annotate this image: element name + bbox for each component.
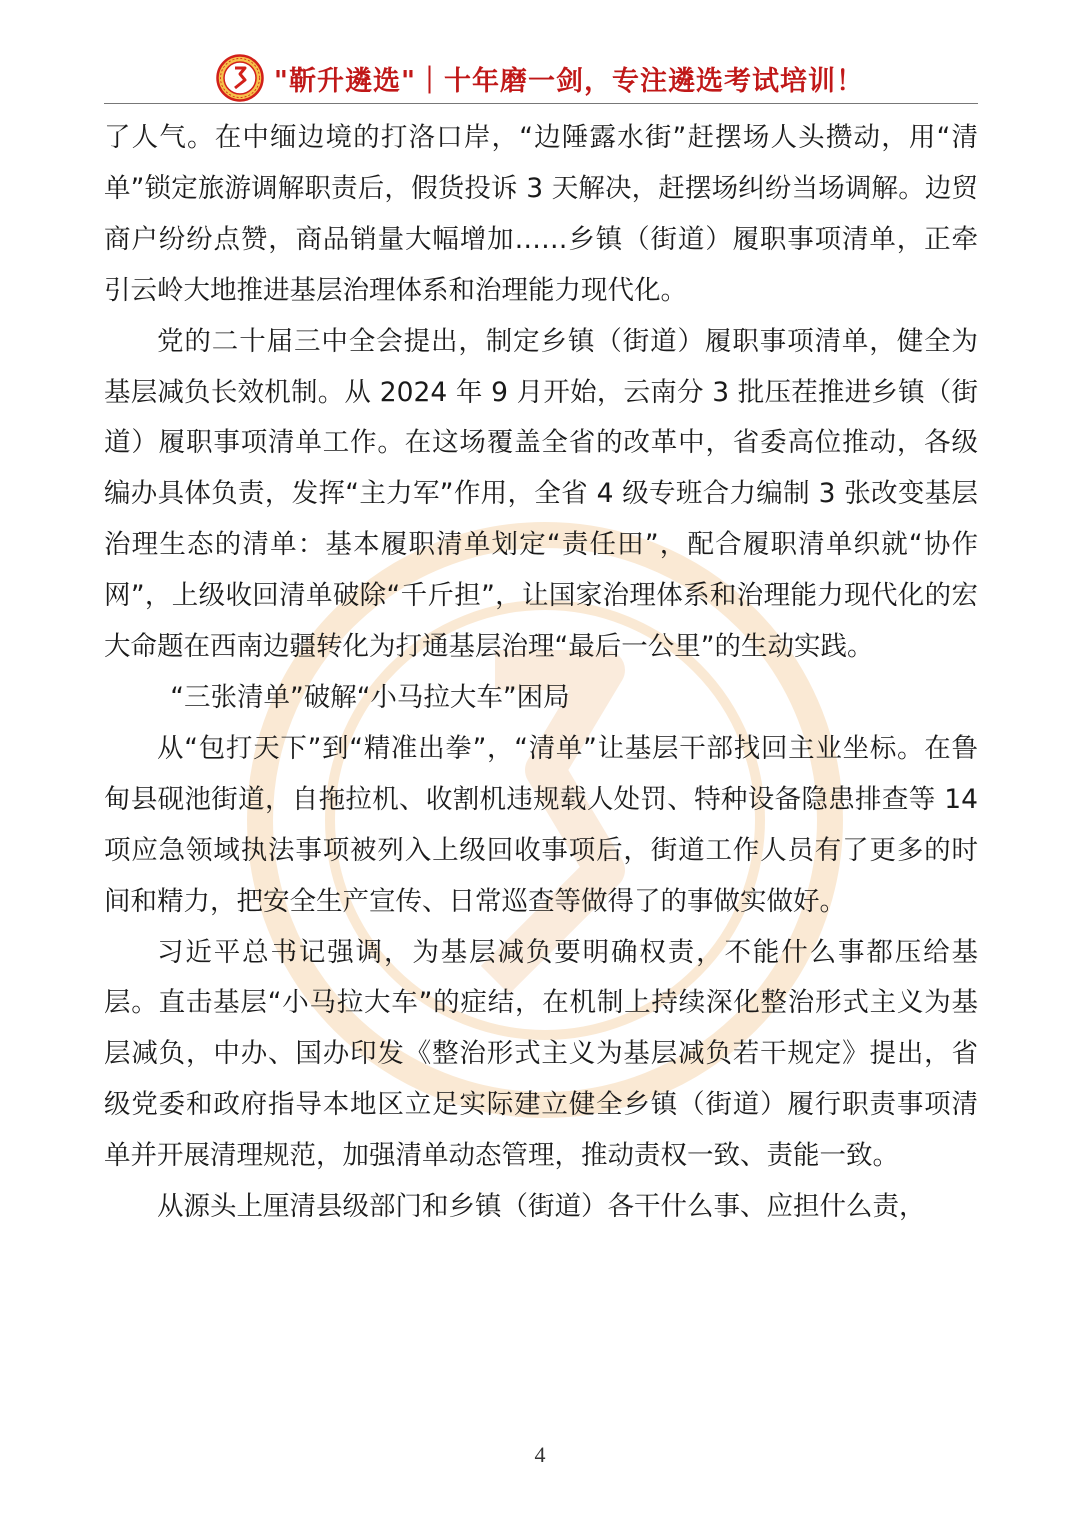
paragraph-2: 党的二十届三中全会提出，制定乡镇（街道）履职事项清单，健全为基层减负长效机制。从 2024 年 9 月开始，云南分 3 批压茬推进乡镇（街道）履职事项清单工作。在这场覆盖全省的改革中，省委高位推动，各级编办具体负责，发挥“主力军”作用，全省 4 级专班合力编制 3 张改变基层治理生态的清单：基本履职清单划定“责任田”，配合履职清单织就“协作网”，上级收回清单破除“千斤担”，让国家治理体系和治理能力现代化的宏大命题在西南边疆转化为打通基层治理“最后一公里”的生动实践。 [104,325,978,663]
paragraph-1: 了人气。在中缅边境的打洛口岸，“边陲露水街”赶摆场人头攒动，用“清单”锁定旅游调解职责后，假货投诉 3 天解决，赶摆场纠纷当场调解。边贸商户纷纷点赞，商品销量大幅增加……乡镇（街道）履职事项清单，正牵引云岭大地推进基层治理体系和治理能力现代化。 [104,122,978,306]
page-header [0,52,1080,104]
header-title: "靳升遴选"｜十年磨一剑，专注遴选考试培训！ [273,65,865,97]
paragraph-4: 习近平总书记强调，为基层减负要明确权责，不能什么事都压给基层。直击基层“小马拉大车”的症结，在机制上持续深化整治形式主义为基层减负，中办、国办印发《整治形式主义为基层减负若干规定》提出，省级党委和政府指导本地区立足实际建立健全乡镇（街道）履行职责事项清单并开展清理规范，加强清单动态管理，推动责权一致、责能一致。 [104,936,978,1172]
institution-seal-logo-icon [216,54,264,102]
paragraph-5: 从源头上厘清县级部门和乡镇（街道）各干什么事、应担什么责， [157,1191,926,1223]
section-subheading: “三张清单”破解“小马拉大车”困局 [170,681,570,713]
article-body [104,113,978,1233]
page-number: 4 [534,1442,546,1467]
header-divider [104,103,978,104]
paragraph-3: 从“包打天下”到“精准出拳”，“清单”让基层干部找回主业坐标。在鲁甸县砚池街道，自拖拉机、收割机违规载人处罚、特种设备隐患排查等 14 项应急领域执法事项被列入上级回收事项后，街道工作人员有了更多的时间和精力，把安全生产宣传、日常巡查等做得了的事做实做好。 [104,732,978,917]
